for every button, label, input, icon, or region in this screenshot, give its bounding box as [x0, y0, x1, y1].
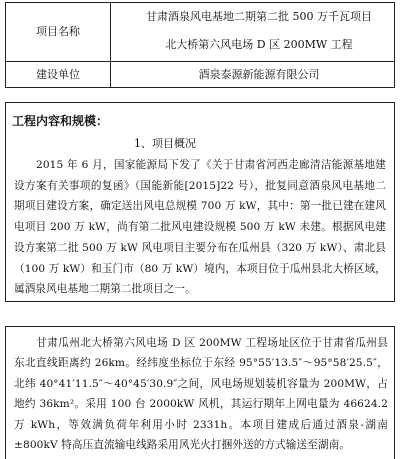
construction-unit-label: 建设单位 — [36, 68, 80, 81]
project-scope-section — [5, 102, 395, 302]
table-row-divider — [6, 61, 394, 62]
table-column-divider — [110, 3, 111, 87]
section-heading: 工程内容和规模： — [12, 114, 109, 128]
project-overview-paragraph — [14, 155, 386, 300]
project-name-value-line2: 北大桥第六风电场 D 区 200MW 工程 — [165, 38, 353, 51]
site-location-text: 甘肃瓜州北大桥第六风电场 D 区 200MW 工程场址区位于甘肃省瓜州县东北直线距离约 26km。经纬度坐标位于东经 95°55′13.5″～95°58′25.5″，北纬 40°41′11.5″～40°45′30.9″之间，风电场规划装机容量为 200MW，占地约 36km²。采用 100 台 2000kW 风机，其运行期年上网电量为 46624.2 万 kWh，等效满负荷年利用小时 2331h。本项目建成后通过酒泉-湖南±800kV 特高压直流输电线路采用风光火打捆外送的方式输送至湖南。 — [14, 337, 388, 452]
project-name-value-line1: 甘肃酒泉风电基地二期第二批 500 万千瓦项目 — [146, 10, 372, 23]
construction-unit-value: 酒泉泰源新能源有限公司 — [198, 68, 320, 81]
site-location-section — [5, 326, 395, 459]
site-location-paragraph — [14, 333, 388, 455]
project-overview-text: 2015 年 6 月，国家能源局下发了《关于甘肃省河西走廊清洁能源基地建设方案有关事项的复函》（国能新能[2015]22 号），批复同意酒泉风电基地二期项目建设方案，确定送出风电总规模 700 万 kW，其中：第一批已建在建风电项目 200 万 kW，尚有第二批风电建设规模 500 万 kW 未建。根据风电建设方案第二批 500 万 kW 风电项目主要分布在瓜州县（320 万 kW）、肃北县（100 万 kW）和玉门市（80 万 kW）境内，本项目位于瓜州县北大桥区域，属酒泉风电基地二期第二批项目之一。 — [14, 159, 386, 296]
section-subheading: 1、项目概况 — [134, 137, 196, 150]
project-info-table — [5, 2, 395, 88]
project-name-label: 项目名称 — [36, 25, 80, 38]
